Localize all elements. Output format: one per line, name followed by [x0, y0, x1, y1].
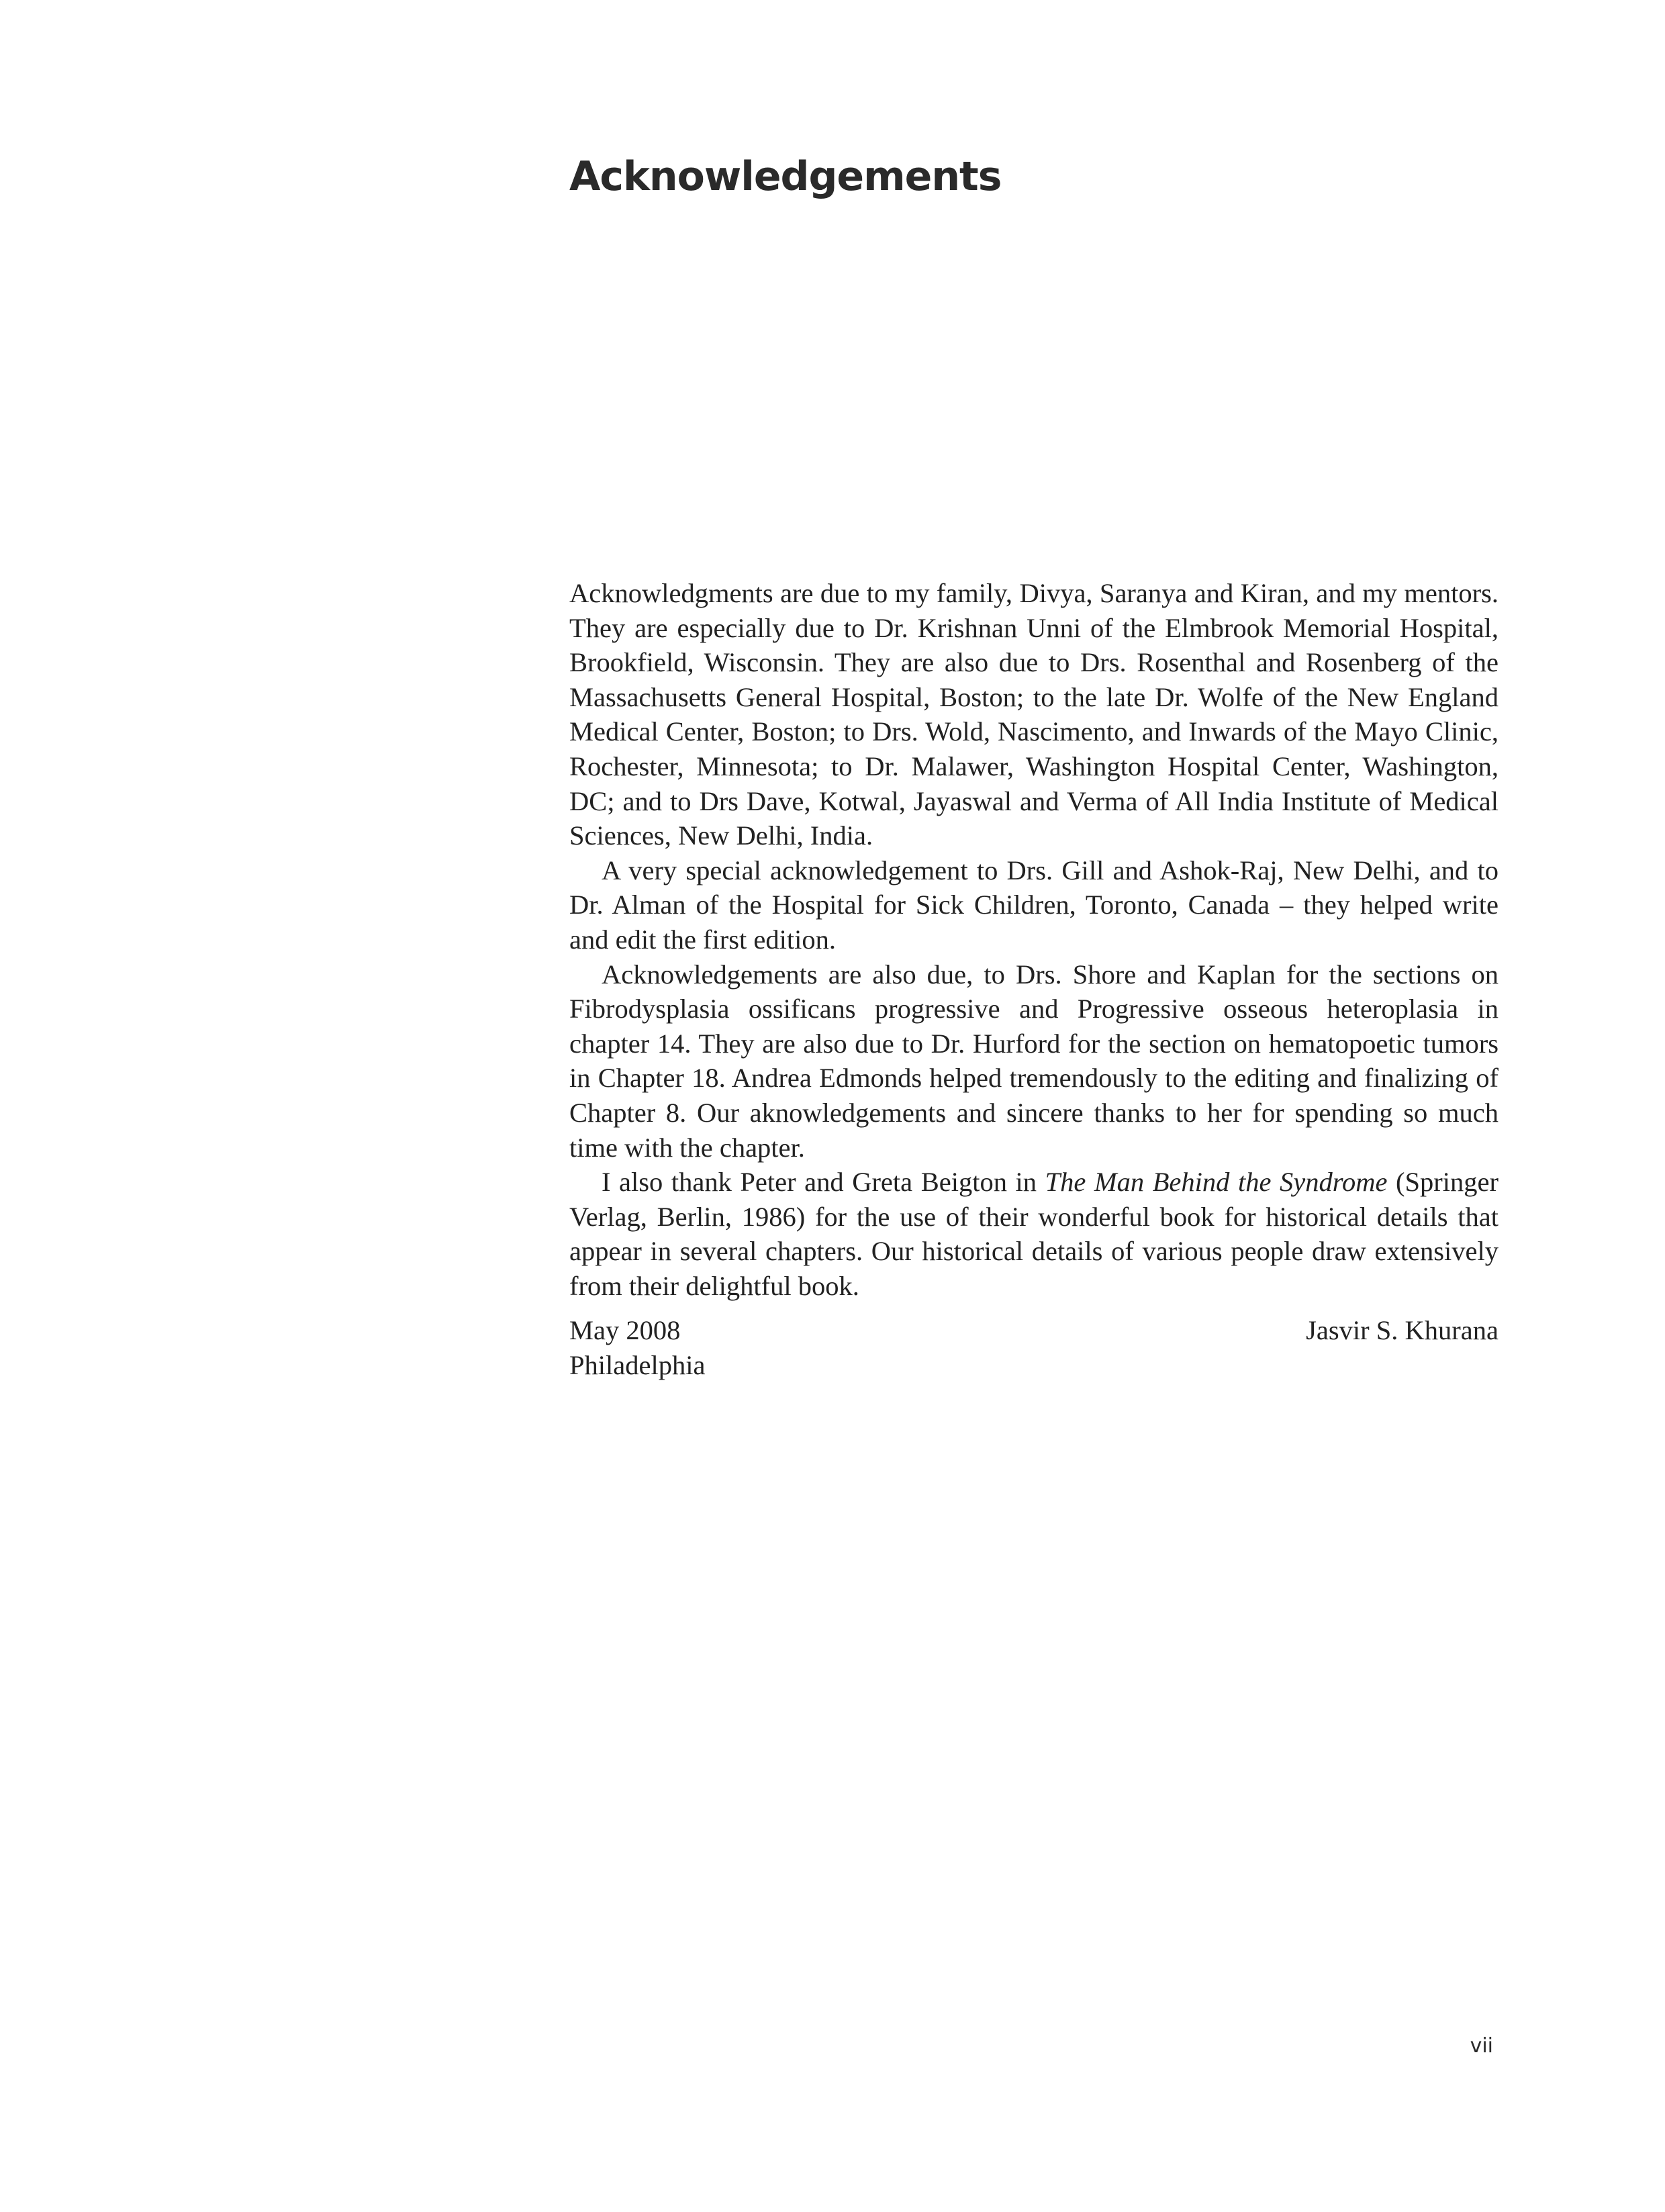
paragraph-3: Acknowledgements are also due, to Drs. Shore and Kaplan for the sections on Fibrodysplasia ossificans progressive and Progressive osseous heteroplasia in chapter 14. They are also due to Dr. Hurford for the section on hematopoetic tumors in Chapter 18. Andrea Edmonds helped tremendously to the editing and finalizing of Chapter 8. Our aknowledgements and sincere thanks to her for spending so much time with the chapter.	[569, 959, 1498, 1163]
paragraph-4	[569, 1165, 1498, 1303]
paragraph-4-before: I also thank Peter and Greta Beigton in	[602, 1167, 1045, 1198]
paragraph-2: A very special acknowledgement to Drs. Gill and Ashok-Raj, New Delhi, and to Dr. Alman of the Hospital for Sick Children, Toronto, Canada – they helped write and edit the first edition.	[569, 855, 1498, 955]
page-number: vii	[1470, 2034, 1493, 2058]
signature-block	[569, 1313, 1498, 1382]
signature-date: May 2008	[569, 1315, 681, 1345]
book-title: The Man Behind the Syndrome	[1045, 1167, 1388, 1198]
signature-place: Philadelphia	[569, 1349, 706, 1380]
signature-author: Jasvir S. Khurana	[1306, 1315, 1498, 1345]
paragraph-4-after: (Springer Verlag, Berlin, 1986) for the use of their wonderful book for historical details that appear in several chapters. Our historical details of various people draw extensively from their delightful book.	[569, 1167, 1498, 1301]
page-title: Acknowledgements	[569, 153, 1002, 200]
paragraph-1: Acknowledgments are due to my family, Divya, Saranya and Kiran, and my mentors. They are especially due to Dr. Krishnan Unni of the Elmbrook Memorial Hospital, Brookfield, Wisconsin. They are also due to Drs. Rosenthal and Rosenberg of the Massachusetts General Hospital, Boston; to the late Dr. Wolfe of the New England Medical Center, Boston; to Drs. Wold, Nascimento, and Inwards of the Mayo Clinic, Rochester, Minnesota; to Dr. Malawer, Washington Hospital Center, Washington, DC; and to Drs Dave, Kotwal, Jayaswal and Verma of All India Institute of Medical Sciences, New Delhi, India.	[569, 578, 1498, 851]
acknowledgements-body	[569, 576, 1498, 1303]
